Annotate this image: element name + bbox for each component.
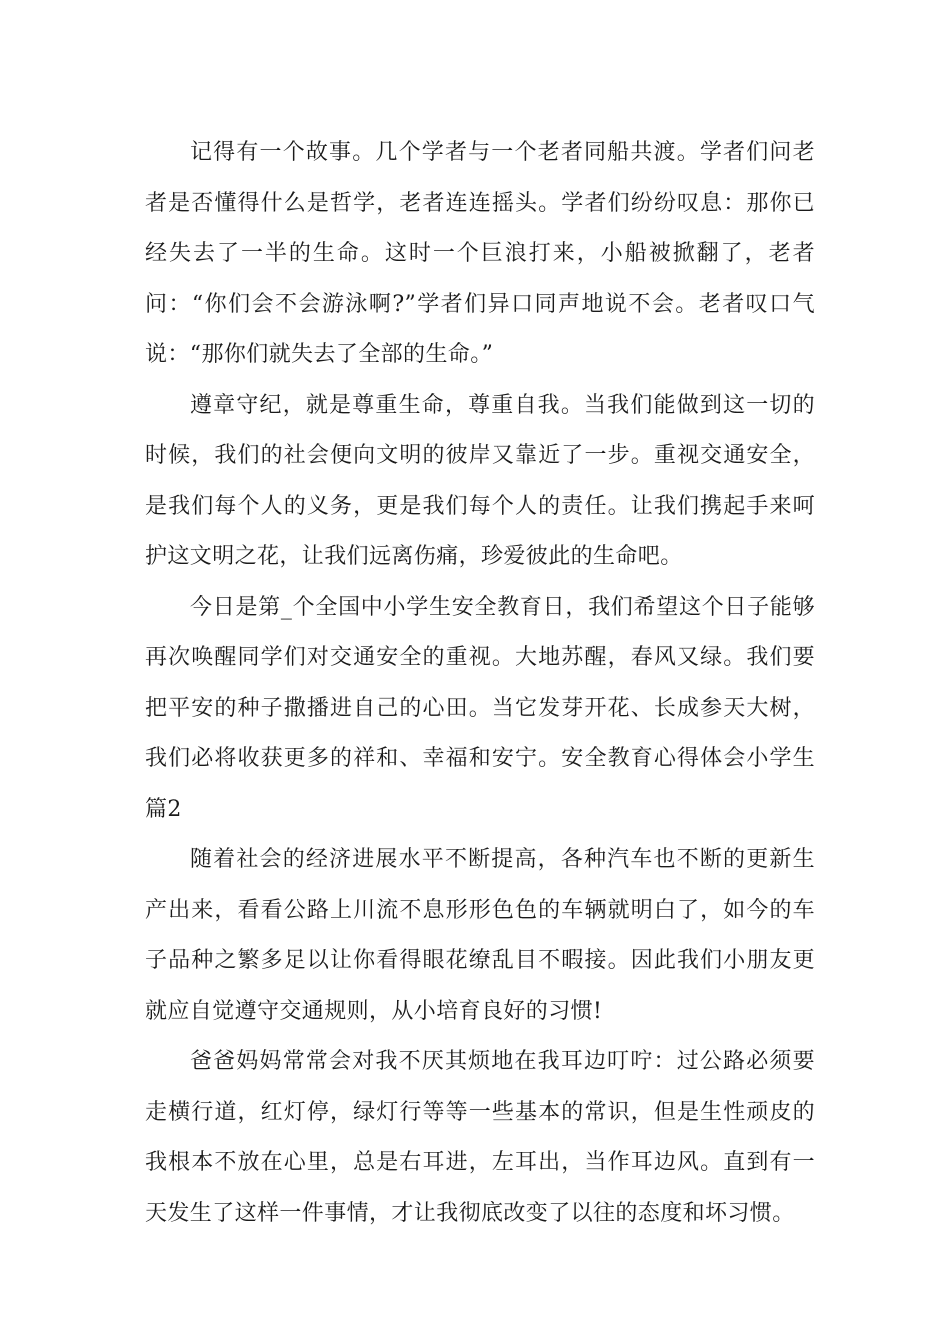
paragraph-respect-life: 遵章守纪，就是尊重生命，尊重自我。当我们能做到这一切的时候，我们的社会便向文明的彼岸又靠近了一步。重视交通安全，是我们每个人的义务，更是我们每个人的责任。让我们携起手来呵护这文明之花，让我们远离伤痛，珍爱彼此的生命吧。 — [145, 392, 815, 569]
document-body — [145, 128, 815, 1239]
paragraph-story: 记得有一个故事。几个学者与一个老者同船共渡。学者们问老者是否懂得什么是哲学，老者连连摇头。学者们纷纷叹息：那你已经失去了一半的生命。这时一个巨浪打来，小船被掀翻了，老者问：“你们会不会游泳啊?”学者们异口同声地说不会。老者叹口气说：“那你们就失去了全部的生命。” — [145, 140, 815, 367]
paragraph-safety-day: 今日是第_个全国中小学生安全教育日，我们希望这个日子能够再次唤醒同学们对交通安全的重视。大地苏醒，春风又绿。我们要把平安的种子撒播进自己的心田。当它发芽开花、长成参天大树，我们必将收获更多的祥和、幸福和安宁。安全教育心得体会小学生篇2 — [145, 594, 815, 822]
paragraph-traffic-rules: 随着社会的经济进展水平不断提高，各种汽车也不断的更新生产出来，看看公路上川流不息形形色色的车辆就明白了，如今的车子品种之繁多足以让你看得眼花缭乱目不暇接。因此我们小朋友更就应自觉遵守交通规则，从小培育良好的习惯! — [145, 847, 815, 1024]
paragraph-parents-advice: 爸爸妈妈常常会对我不厌其烦地在我耳边叮咛：过公路必须要走横行道，红灯停，绿灯行等等一些基本的常识，但是生性顽皮的我根本不放在心里，总是右耳进，左耳出，当作耳边风。直到有一天发生了这样一件事情，才让我彻底改变了以往的态度和坏习惯。 — [145, 1049, 815, 1226]
